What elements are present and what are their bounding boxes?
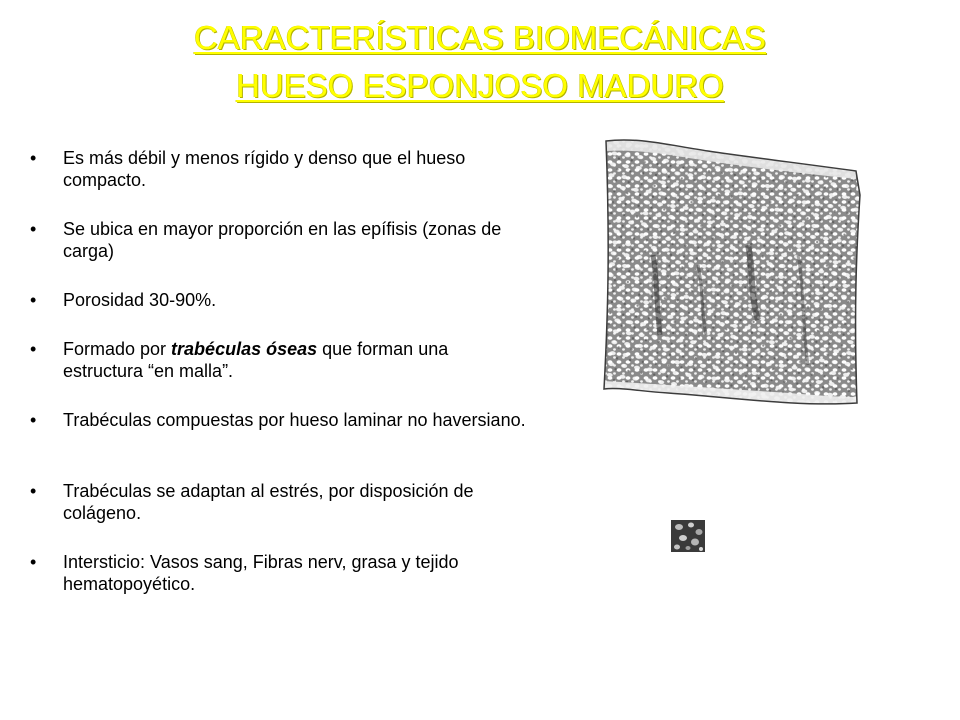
bullet-text: Porosidad 30-90%. (63, 290, 217, 310)
bullet-item (30, 289, 530, 311)
trabecular-bone-image (598, 135, 863, 415)
bullet-icon: • (30, 552, 37, 572)
bullet-item (30, 338, 530, 382)
bullet-text-emphasis: trabéculas óseas (171, 339, 318, 359)
bullet-text-before: Formado por (63, 339, 172, 359)
bullet-icon: • (30, 339, 37, 359)
title-line-2: HUESO ESPONJOSO MADURO (236, 67, 724, 104)
bullet-text: Es más débil y menos rígido y denso que el hueso compacto. (63, 148, 466, 190)
bullet-text: Se ubica en mayor proporción en las epífisis (zonas de carga) (63, 219, 502, 261)
bullet-text: Trabéculas se adaptan al estrés, por disposición de colágeno. (63, 481, 474, 523)
bullet-icon: • (30, 148, 37, 168)
bullet-item (30, 409, 530, 453)
bullet-item (30, 147, 530, 191)
bullet-icon: • (30, 290, 37, 310)
bullet-icon: • (30, 410, 37, 430)
bullet-item (30, 218, 530, 262)
bullet-list (30, 147, 530, 622)
bullet-text: Trabéculas compuestas por hueso laminar no haversiano. (63, 410, 526, 430)
bullet-icon: • (30, 481, 37, 501)
bone-microscopy-thumbnail (671, 520, 705, 552)
bullet-icon: • (30, 219, 37, 239)
bullet-item (30, 480, 530, 524)
bullet-text: Intersticio: Vasos sang, Fibras nerv, grasa y tejido hematopoyético. (63, 552, 459, 594)
bullet-text-after: que forman una estructura “en malla”. (63, 339, 449, 381)
bullet-item (30, 551, 530, 595)
title-line-1: CARACTERÍSTICAS BIOMECÁNICAS (193, 19, 767, 56)
bullet-text (63, 339, 448, 381)
slide-title (0, 14, 960, 110)
